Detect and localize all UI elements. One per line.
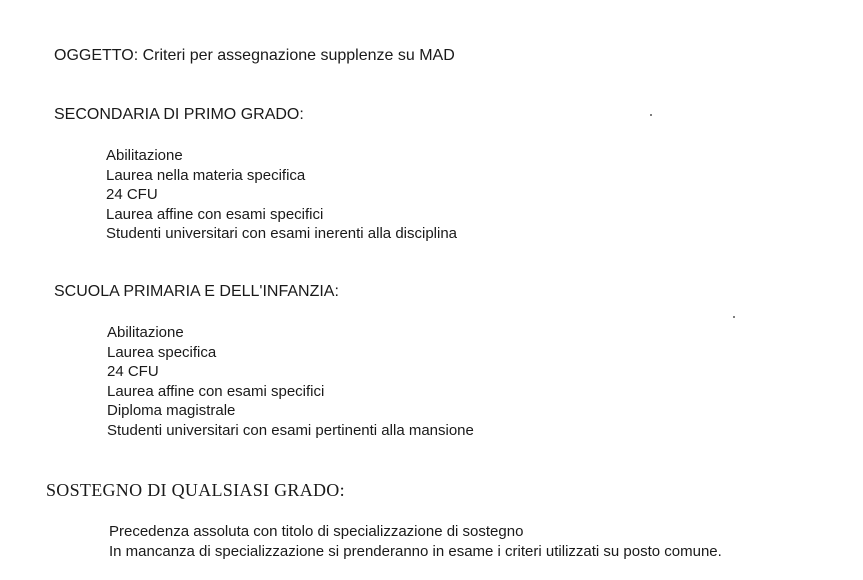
- section-title-secondaria: SECONDARIA DI PRIMO GRADO:: [54, 106, 304, 123]
- list-item: Laurea nella materia specifica: [106, 166, 306, 184]
- list-item: Laurea affine con esami specifici: [106, 205, 324, 223]
- subject-line: OGGETTO: Criteri per assegnazione supplenze su MAD: [54, 47, 455, 64]
- section-list-secondaria: [106, 146, 457, 244]
- list-item: Studenti universitari con esami inerenti alla disciplina: [106, 225, 458, 242]
- section-title-primaria: SCUOLA PRIMARIA E DELL'INFANZIA:: [54, 283, 339, 300]
- list-item: Abilitazione: [107, 324, 184, 341]
- list-item: In mancanza di specializzazione si prenderanno in esame i criteri utilizzati su posto comune.: [109, 542, 722, 560]
- section-title-sostegno: SOSTEGNO DI QUALSIASI GRADO:: [46, 480, 345, 500]
- scan-speck: [650, 114, 652, 116]
- scan-speck: [733, 316, 735, 318]
- list-item: 24 CFU: [107, 363, 159, 380]
- list-item: 24 CFU: [106, 186, 158, 203]
- section-list-primaria: [107, 323, 474, 440]
- section-list-sostegno: [109, 522, 722, 561]
- list-item: Laurea specifica: [107, 343, 217, 361]
- list-item: Diploma magistrale: [107, 402, 236, 419]
- list-item: Laurea affine con esami specifici: [107, 382, 325, 400]
- list-item: Abilitazione: [106, 147, 183, 164]
- list-item: Studenti universitari con esami pertinenti alla mansione: [107, 421, 474, 439]
- list-item: Precedenza assoluta con titolo di specializzazione di sostegno: [109, 523, 524, 540]
